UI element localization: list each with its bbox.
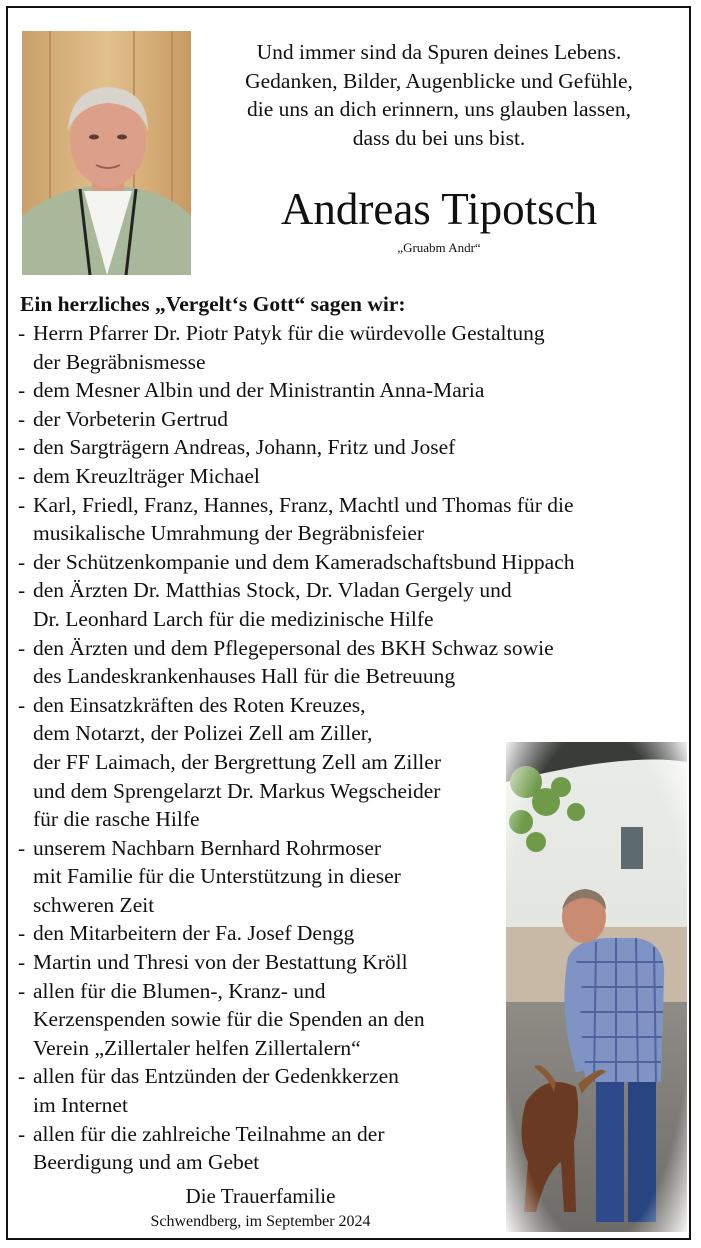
list-dash: - bbox=[18, 378, 26, 403]
list-dash: - bbox=[18, 578, 26, 603]
thanks-item bbox=[18, 405, 638, 434]
thanks-item bbox=[18, 691, 503, 834]
thanks-item-text: dem Mesner Albin und der Ministrantin Anna-Maria bbox=[33, 378, 485, 403]
list-dash: - bbox=[18, 950, 26, 975]
thanks-item-text: den Einsatzkräften des Roten Kreuzes, dem Notarzt, der Polizei Zell am Ziller, der FF Laimach, der Bergrettung Zell am Ziller und dem Sprengelarzt Dr. Markus Wegscheider für die rasche Hilfe bbox=[33, 692, 441, 832]
thanks-item bbox=[18, 834, 503, 920]
thanks-item bbox=[18, 376, 638, 405]
thanks-item-text: unserem Nachbarn Bernhard Rohrmoser mit Familie für die Unterstützung in dieser schweren Zeit bbox=[33, 835, 401, 917]
list-dash: - bbox=[18, 921, 26, 946]
list-dash: - bbox=[18, 978, 26, 1003]
place-date: Schwendberg, im September 2024 bbox=[150, 1213, 371, 1230]
thanks-item-text: allen für die zahlreiche Teilnahme an der Beerdigung und am Gebet bbox=[33, 1121, 385, 1175]
list-dash: - bbox=[18, 692, 26, 717]
thanks-item-text: Martin und Thresi von der Bestattung Kröll bbox=[33, 950, 408, 975]
poem-line: Gedanken, Bilder, Augenblicke und Gefühle, bbox=[245, 68, 633, 93]
portrait-photo bbox=[22, 31, 191, 275]
thanks-item bbox=[18, 1120, 503, 1177]
list-dash: - bbox=[18, 835, 26, 860]
thanks-item-text: allen für das Entzünden der Gedenkkerzen im Internet bbox=[33, 1064, 399, 1118]
thanks-item bbox=[18, 576, 638, 633]
thanks-item bbox=[18, 319, 638, 376]
thanks-item-text: den Ärzten Dr. Matthias Stock, Dr. Vladan Gergely und Dr. Leonhard Larch für die medizinische Hilfe bbox=[33, 578, 512, 631]
thanks-item bbox=[18, 1062, 503, 1119]
poem-line: Und immer sind da Spuren deines Lebens. bbox=[256, 40, 622, 64]
thanks-item-text: der Vorbeterin Gertrud bbox=[33, 406, 229, 431]
deceased-nickname: „Gruabm Andr“ bbox=[397, 240, 481, 255]
man-with-goat-photo bbox=[506, 742, 687, 1232]
list-dash: - bbox=[18, 492, 26, 517]
poem-line: die uns an dich erinnern, uns glauben lassen, bbox=[247, 97, 631, 121]
thanks-item-text: den Mitarbeitern der Fa. Josef Dengg bbox=[33, 921, 355, 946]
thanks-item-text: der Schützenkompanie und dem Kameradschaftsbund Hippach bbox=[33, 549, 575, 574]
thanks-item-text: den Ärzten und dem Pflegepersonal des BKH Schwaz sowie des Landeskrankenhauses Hall für die Betreuung bbox=[33, 635, 554, 689]
thanks-item-text: allen für die Blumen-, Kranz- und Kerzenspenden sowie für die Spenden an den Verein „Zillertaler helfen Zillertalern“ bbox=[33, 978, 425, 1060]
poem-line: dass du bei uns bist. bbox=[352, 125, 526, 150]
thanks-item bbox=[18, 462, 638, 491]
thanks-item bbox=[18, 548, 638, 577]
list-dash: - bbox=[18, 1121, 26, 1146]
thanks-item bbox=[18, 977, 503, 1063]
thanks-item-text: Karl, Friedl, Franz, Hannes, Franz, Machtl und Thomas für die musikalische Umrahmung der Begräbnisfeier bbox=[33, 492, 574, 546]
thanks-item-text: Herrn Pfarrer Dr. Piotr Patyk für die würdevolle Gestaltung der Begräbnismesse bbox=[33, 321, 545, 374]
thanks-item bbox=[18, 919, 503, 948]
thanks-item bbox=[18, 948, 503, 977]
memorial-poem bbox=[204, 38, 674, 152]
thanks-item bbox=[18, 491, 638, 548]
thanks-heading: Ein herzliches „Vergelt‘s Gott“ sagen wir: bbox=[20, 292, 406, 316]
signature: Die Trauerfamilie bbox=[185, 1184, 336, 1208]
list-dash: - bbox=[18, 435, 26, 460]
list-dash: - bbox=[18, 635, 26, 660]
list-dash: - bbox=[18, 406, 26, 431]
thanks-item bbox=[18, 433, 638, 462]
list-dash: - bbox=[18, 549, 26, 574]
list-dash: - bbox=[18, 321, 26, 345]
thanks-item-text: dem Kreuzlträger Michael bbox=[33, 463, 260, 488]
thanks-item-text: den Sargträgern Andreas, Johann, Fritz und Josef bbox=[33, 435, 456, 460]
deceased-name: Andreas Tipotsch bbox=[280, 184, 598, 234]
list-dash: - bbox=[18, 463, 26, 488]
list-dash: - bbox=[18, 1064, 26, 1089]
thanks-item bbox=[18, 634, 638, 691]
